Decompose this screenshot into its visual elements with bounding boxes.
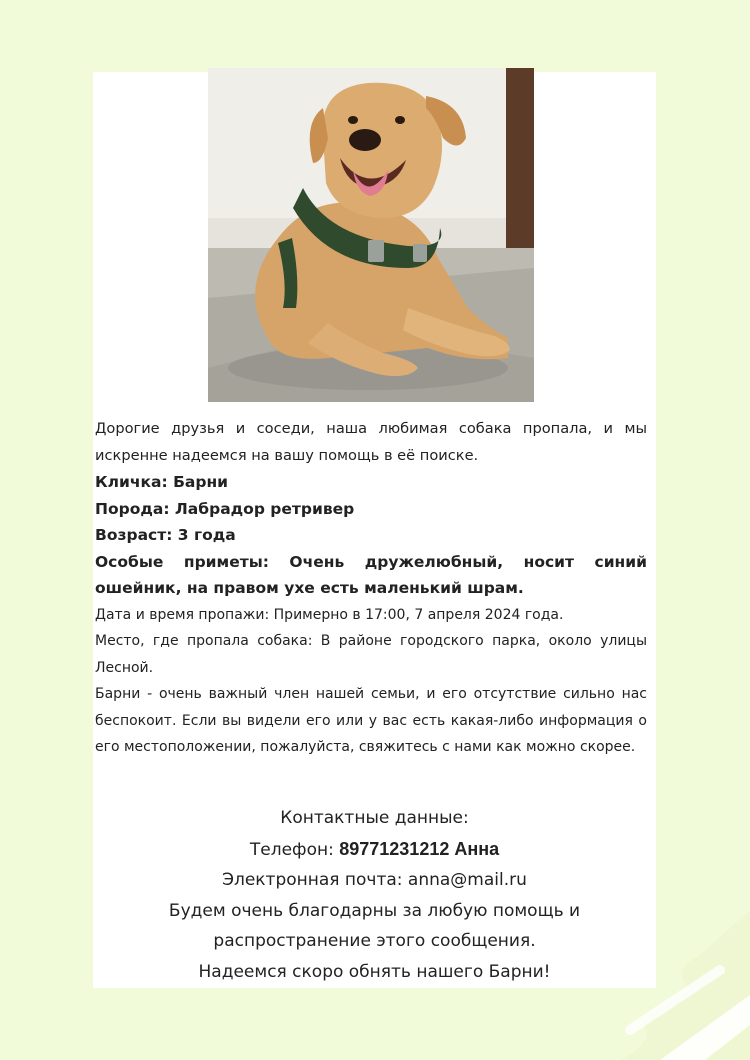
lost-place: Место, где пропала собака: В районе городского парка, около улицы Лесной.	[95, 633, 647, 676]
lost-date: Дата и время пропажи: Примерно в 17:00, 7 апреля 2024 года.	[95, 606, 564, 623]
contact-email[interactable]: Электронная почта: anna@mail.ru	[222, 870, 527, 890]
flyer-card	[93, 72, 656, 988]
dog-breed: Порода: Лабрадор ретривер	[95, 499, 355, 518]
dog-name: Кличка: Барни	[95, 473, 229, 491]
dog-photo	[208, 68, 534, 402]
labrador-dog-icon	[208, 68, 534, 402]
contact-phone	[93, 834, 656, 866]
contacts-title: Контактные данные:	[280, 808, 469, 828]
dog-features: Особые приметы: Очень дружелюбный, носит синий ошейник, на правом ухе есть маленький шрам.	[95, 552, 647, 597]
flyer-body	[95, 416, 647, 761]
phone-value[interactable]: 89771231212 Анна	[339, 838, 500, 859]
thanks-line-2: распространение этого сообщения.	[213, 931, 536, 951]
dog-age: Возраст: 3 года	[95, 526, 236, 544]
thanks-line-1: Будем очень благодарны за любую помощь и	[168, 900, 581, 921]
closing-line: Надеемся скоро обнять нашего Барни!	[198, 961, 551, 982]
intro-text: Дорогие друзья и соседи, наша любимая собака пропала, и мы искренне надеемся на вашу помощь в её поиске.	[95, 420, 647, 464]
phone-label: Телефон:	[249, 839, 340, 860]
appeal-text: Барни - очень важный член нашей семьи, и его отсутствие сильно нас беспокоит. Если вы видели его или у вас есть какая-либо информация о его местоположении, пожалуйста, свяжитесь с нами как можно скорее.	[95, 686, 647, 755]
contacts-block	[93, 803, 656, 987]
